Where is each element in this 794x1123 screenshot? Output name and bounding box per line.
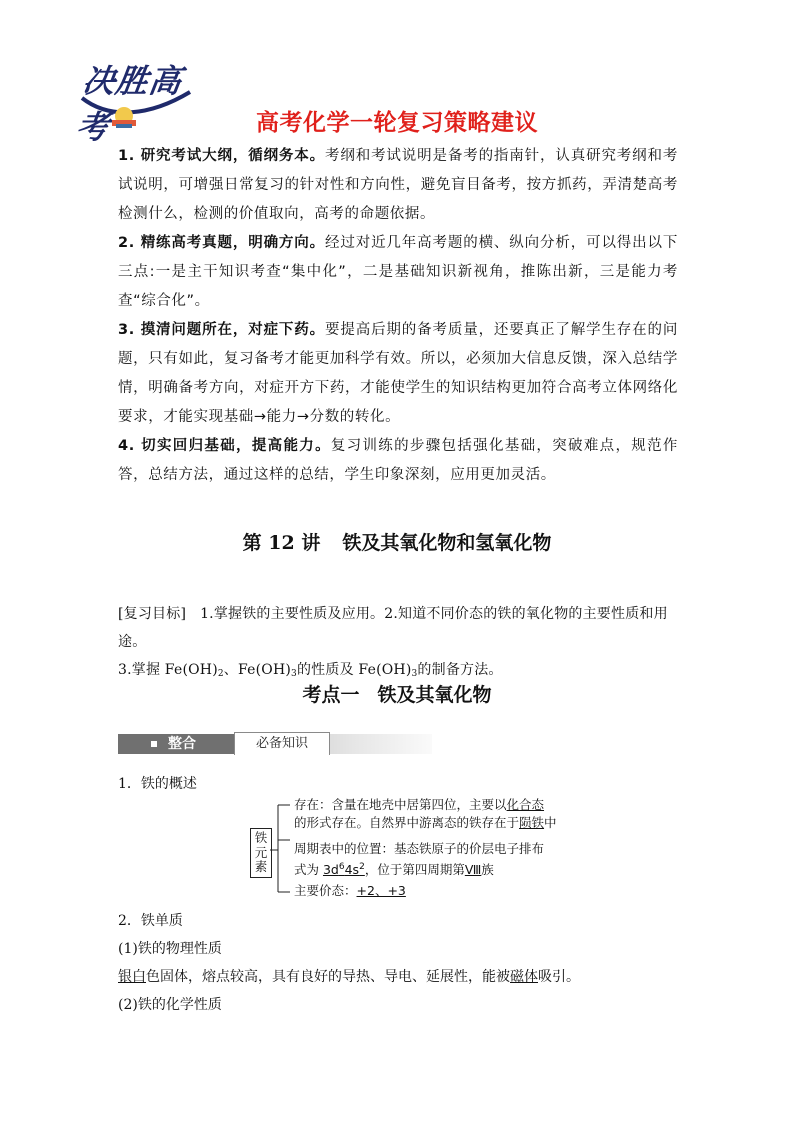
banner-left [118,734,234,754]
superscript: 2 [359,862,365,872]
answer-underline: +2、+3 [356,883,406,898]
knowledge-point-title [0,680,794,707]
orbital: 4s [344,862,360,877]
diagram-existence-line-2 [294,814,557,832]
strategy-paragraph-1 [118,142,678,229]
diagram-position-line-2 [294,858,494,879]
answer-underline: Ⅷ [464,862,482,877]
paragraph-text: 复习训练的步骤包括强化基础，突破难点，规范作答，总结方法，通过这样的总结，学生印象深刻，应用更加灵活。 [118,438,678,483]
logo-text: 决胜高考 [73,62,185,146]
paragraph-text: 要提高后期的备考质量，还要真正了解学生存在的问题，只有如此，复习备考才能更加科学有效。所以，必须加大信息反馈，深入总结学情，明确备考方向，对症开方下药，才能使学生的知识结构更加符合高考立体网络化要求，才能实现基础→能力→分数的转化。 [118,322,678,425]
banner-label: 整合 [168,736,196,752]
paragraph-text: 经过对近几年高考题的横、纵向分析，可以得出以下三点:一是主干知识考查“集中化”，二是基础知识新视角，推陈出新，三是能力考查“综合化”。 [118,235,678,309]
paragraph-text: 考纲和考试说明是备考的指南针，认真研究考纲和考试说明，可增强日常复习的针对性和方向性，避免盲目备考，按方抓药，弄清楚高考检测什么，检测的价值取向，高考的命题依据。 [118,148,678,222]
objective-text: 的制备方法。 [417,662,503,678]
box-char: 铁 [254,830,268,845]
answer-underline: 化合态 [506,797,545,812]
subscript: 2 [217,669,224,679]
diagram-text: 存在：含量在地壳中居第四位，主要以 [294,797,507,812]
diagram-valence-line [294,882,406,900]
box-char: 元 [254,844,268,860]
subscript: 3 [291,669,297,679]
orbital: 3d [322,862,339,877]
iron-overview-diagram [248,796,568,904]
body-text: 色固体，熔点较高，具有良好的导热、导电、延展性，能被 [146,969,510,985]
paragraph-heading: 3. 摸清问题所在，对症下药。 [118,322,325,338]
answer-underline: 银白 [118,969,146,985]
strategy-paragraph-4 [118,432,678,490]
physical-properties-text [118,963,718,991]
answer-underline [323,862,365,877]
diagram-text: 主要价态： [294,883,357,898]
objective-text: 的性质及 Fe(OH) [296,662,412,678]
section-heading-2: 2．铁单质 [118,913,183,929]
box-char: 素 [254,859,268,874]
answer-underline: 陨铁 [519,815,545,830]
lecture-title [0,528,794,555]
answer-underline: 磁体 [510,969,538,985]
main-title: 高考化学一轮复习策略建议 [256,110,538,136]
diagram-text: ，位于第四周期第 [364,862,465,877]
banner-tab: 必备知识 [234,732,330,755]
paragraph-heading: 1. 研究考试大纲，循纲务本。 [118,148,325,164]
objective-text: 、Fe(OH) [223,662,292,678]
lecture-number: 第 12 讲 [242,532,321,554]
diagram-position-line-1: 周期表中的位置：基态铁原子的价层电子排布 [294,841,545,856]
square-icon [151,741,157,747]
diagram-existence-line-1 [294,796,544,814]
kp-name: 铁及其氧化物 [377,684,492,706]
objectives-label: [复习目标] [118,606,187,622]
section-banner [118,732,432,756]
paragraph-heading: 2. 精练高考真题，明确方向。 [118,235,325,251]
lecture-name: 铁及其氧化物和氢氧化物 [342,532,552,554]
superscript: 6 [338,862,345,872]
subsection-physical: (1)铁的物理性质 [118,941,222,957]
iron-element-box [250,828,272,878]
strategy-paragraph-2 [118,229,678,316]
subsection-chemical: (2)铁的化学性质 [118,997,222,1013]
body-text: 吸引。 [538,969,580,985]
section-heading-1: 1．铁的概述 [118,776,197,792]
diagram-text: 式为 [294,862,323,877]
strategy-paragraph-3 [118,316,678,432]
review-objectives [118,600,688,688]
diagram-text: 族 [481,862,494,877]
diagram-text: 的形式存在。自然界中游离态的铁存在于 [294,815,520,830]
subscript: 3 [411,669,418,679]
diagram-text: 中 [544,815,557,830]
paragraph-heading: 4. 切实回归基础，提高能力。 [118,438,331,454]
objective-item: 1.掌握铁的主要性质及应用。2.知道不同价态的铁的氧化物的主要性质和用途。 [118,606,668,650]
objective-text: 3.掌握 Fe(OH) [118,662,218,678]
kp-number: 考点一 [302,684,360,706]
objectives-line-1 [118,600,688,656]
